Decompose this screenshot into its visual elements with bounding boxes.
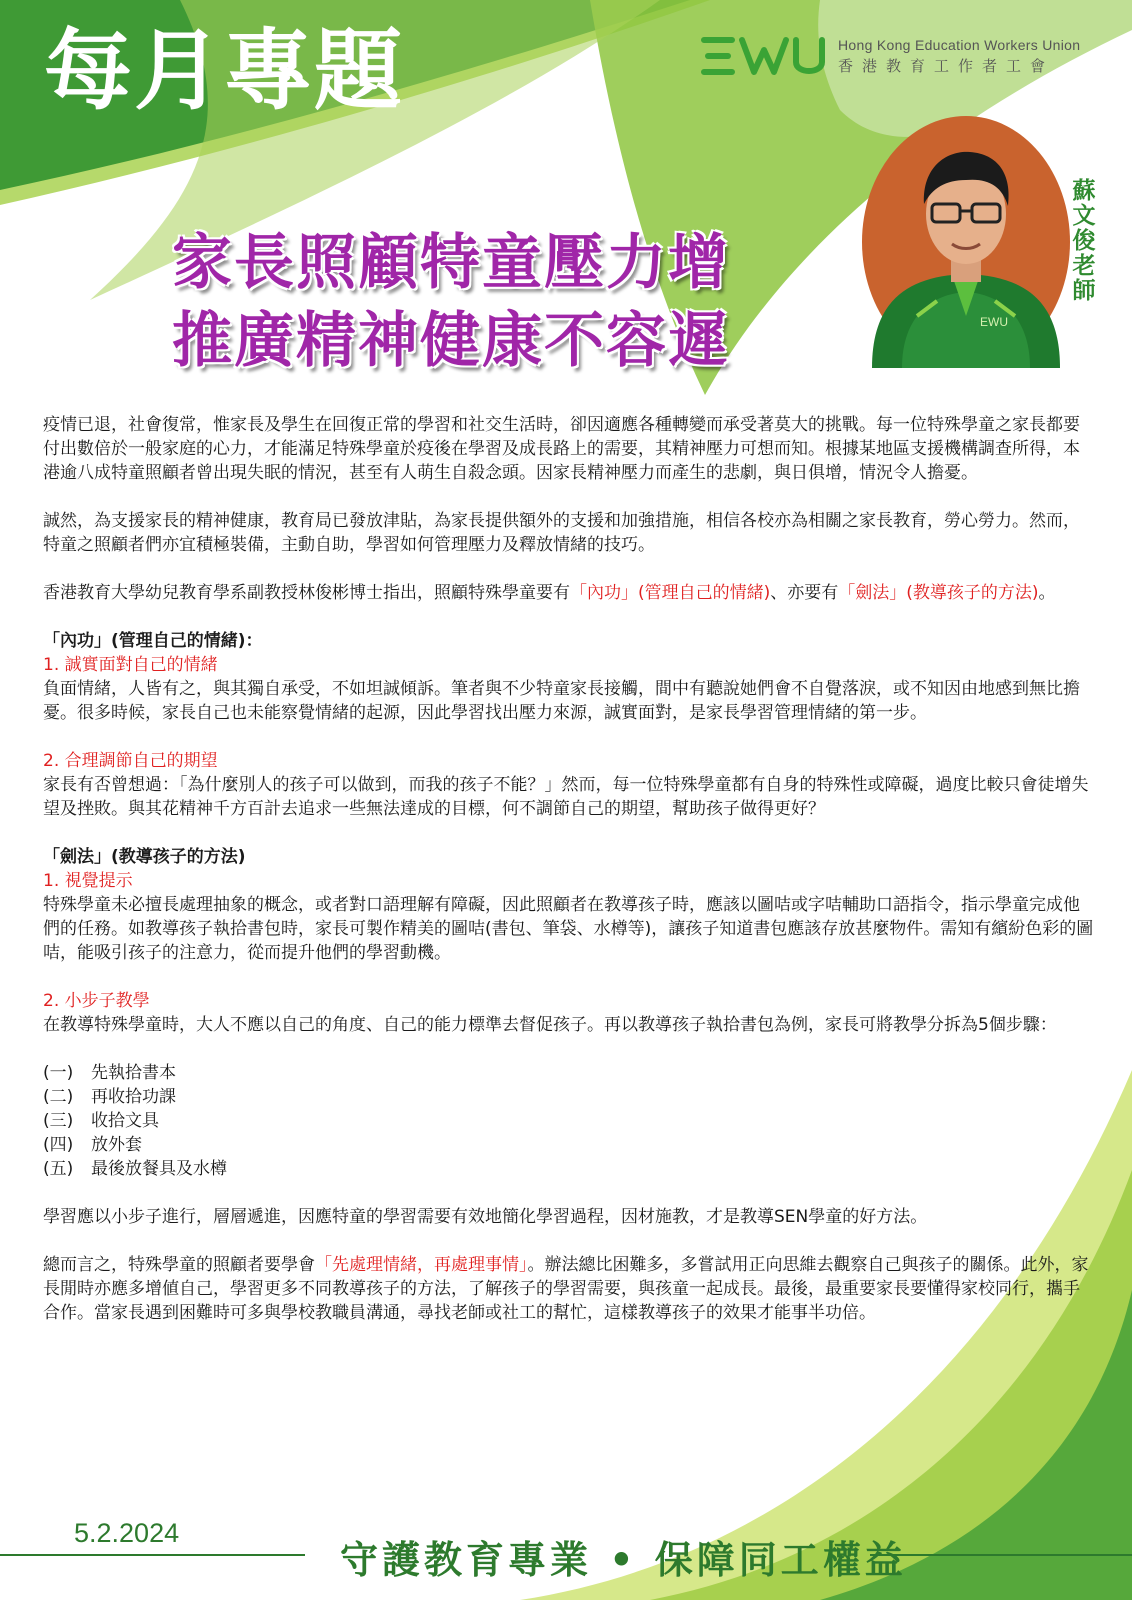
headline: [172, 224, 730, 380]
footer-divider-right: [870, 1554, 1132, 1556]
paragraph-adjust-expectations: 家長有否曾想過：「為什麼別人的孩子可以做到，而我的孩子不能？」然而，每一位特殊學童都有自身的特殊性或障礙，過度比較只會徒增失望及挫敗。與其花精神千方百計去追求一些無法達成的目標，何不調節自己的期望，幫助孩子做得更好？: [43, 775, 1089, 819]
list-item: (一) 先執拾書本: [43, 1063, 176, 1083]
publish-date: 5.2.2024: [74, 1518, 180, 1548]
subheading-visual-cues: 1. 視覺提示: [43, 871, 133, 891]
highlight-conclusion: 「先處理情緒，再處理事情」: [315, 1255, 528, 1275]
paragraph-small-steps: 在教導特殊學童時，大人不應以自己的角度、自己的能力標準去督促孩子。再以教導孩子執拾書包為例，家長可將教學分拆為5個步驟：: [43, 1015, 1057, 1035]
list-item: (二) 再收拾功課: [43, 1087, 176, 1107]
subheading-honest-emotions: 1. 誠實面對自己的情緒: [43, 655, 218, 675]
org-name-en: Hong Kong Education Workers Union: [838, 36, 1081, 53]
headline-line-1: 家長照顧特童壓力增: [172, 228, 730, 298]
ewu-logo-icon: [698, 34, 828, 78]
steps-list: [43, 1061, 1095, 1181]
paragraph-intro: 疫情已退，社會復常，惟家長及學生在回復正常的學習和社交生活時，卻因適應各種轉變而承受著莫大的挑戰。每一位特殊學童之家長都要付出數倍於一般家庭的心力，才能滿足特殊學童於疫後在學習及成長路上的需要，其精神壓力可想而知。根據某地區支援機構調查所得，本港逾八成特童照顧者曾出現失眠的情況，甚至有人萌生自殺念頭。因家長精神壓力而產生的悲劇，與日俱增，情況令人擔憂。: [43, 415, 1080, 483]
org-name-zh: 香港教育工作者工會: [838, 56, 1055, 75]
list-item: (五) 最後放餐具及水樽: [43, 1159, 227, 1179]
footer-slogan: 守護教育專業 • 保障同工權益: [340, 1537, 907, 1582]
column-title: 每月專題: [44, 18, 405, 122]
author-name: 蘇文俊老師: [1072, 177, 1096, 304]
highlight-inner-skill: 「內功」(管理自己的情緒): [570, 583, 771, 603]
list-item: (三) 收拾文具: [43, 1111, 159, 1131]
list-item: (四) 放外套: [43, 1135, 142, 1155]
footer-divider-left: [0, 1554, 305, 1556]
subheading-small-steps: 2. 小步子教學: [43, 991, 150, 1011]
union-logo: [698, 34, 1080, 78]
paragraph-small-steps-summary: 學習應以小步子進行，層層遞進，因應特童的學習需要有效地簡化學習過程，因材施教，才是教導SEN學童的好方法。: [43, 1207, 928, 1227]
section-heading-sword-skill: 「劍法」(教導孩子的方法): [43, 847, 246, 867]
subheading-adjust-expectations: 2. 合理調節自己的期望: [43, 751, 218, 771]
article-body: [43, 413, 1095, 1349]
headline-line-2: 推廣精神健康不容遲: [172, 306, 730, 376]
highlight-sword-skill: 「劍法」(教導孩子的方法): [838, 583, 1039, 603]
section-heading-inner-skill: 「內功」(管理自己的情緒)：: [43, 631, 263, 651]
paragraph-visual-cues: 特殊學童未必擅長處理抽象的概念，或者對口語理解有障礙，因此照顧者在教導孩子時，應該以圖咭或字咭輔助口語指令，指示學童完成他們的任務。如教導孩子執拾書包時，家長可製作精美的圖咭(書包、筆袋、水樽等)，讓孩子知道書包應該存放甚麼物件。需知有繽紛色彩的圖咭，能吸引孩子的注意力，從而提升他們的學習動機。: [43, 895, 1094, 963]
author-portrait: [862, 116, 1070, 368]
paragraph-support: 誠然，為支援家長的精神健康，教育局已發放津貼，為家長提供額外的支援和加強措施，相信各校亦為相關之家長教育，勞心勞力。然而，特童之照顧者們亦宜積極裝備，主動自助，學習如何管理壓力及釋放情緒的技巧。: [43, 511, 1080, 555]
paragraph-conclusion: 總而言之，特殊學童的照顧者要學會「先處理情緒，再處理事情」。辦法總比困難多，多嘗試用正向思維去觀察自己與孩子的關係。此外，家長閒時亦應多增値自己，學習更多不同教導孩子的方法，了解孩子的學習需要，與孩童一起成長。最後，最重要家長要懂得家校同行，攜手合作。當家長遇到困難時可多與學校教職員溝通，尋找老師或社工的幫忙，這樣教導孩子的效果才能事半功倍。: [43, 1255, 1089, 1323]
jacket-logo: EWU: [980, 315, 1008, 329]
paragraph-honest-emotions: 負面情緒，人皆有之，與其獨自承受，不如坦誠傾訴。筆者與不少特童家長接觸，間中有聽說她們會不自覺落淚，或不知因由地感到無比擔憂。很多時候，家長自己也未能察覺情緒的起源，因此學習找出壓力來源，誠實面對，是家長學習管理情緒的第一步。: [43, 679, 1080, 723]
paragraph-expert: 香港教育大學幼兒教育學系副教授林俊彬博士指出，照顧特殊學童要有「內功」(管理自己的情緒)、亦要有「劍法」(教導孩子的方法)。: [43, 583, 1056, 603]
